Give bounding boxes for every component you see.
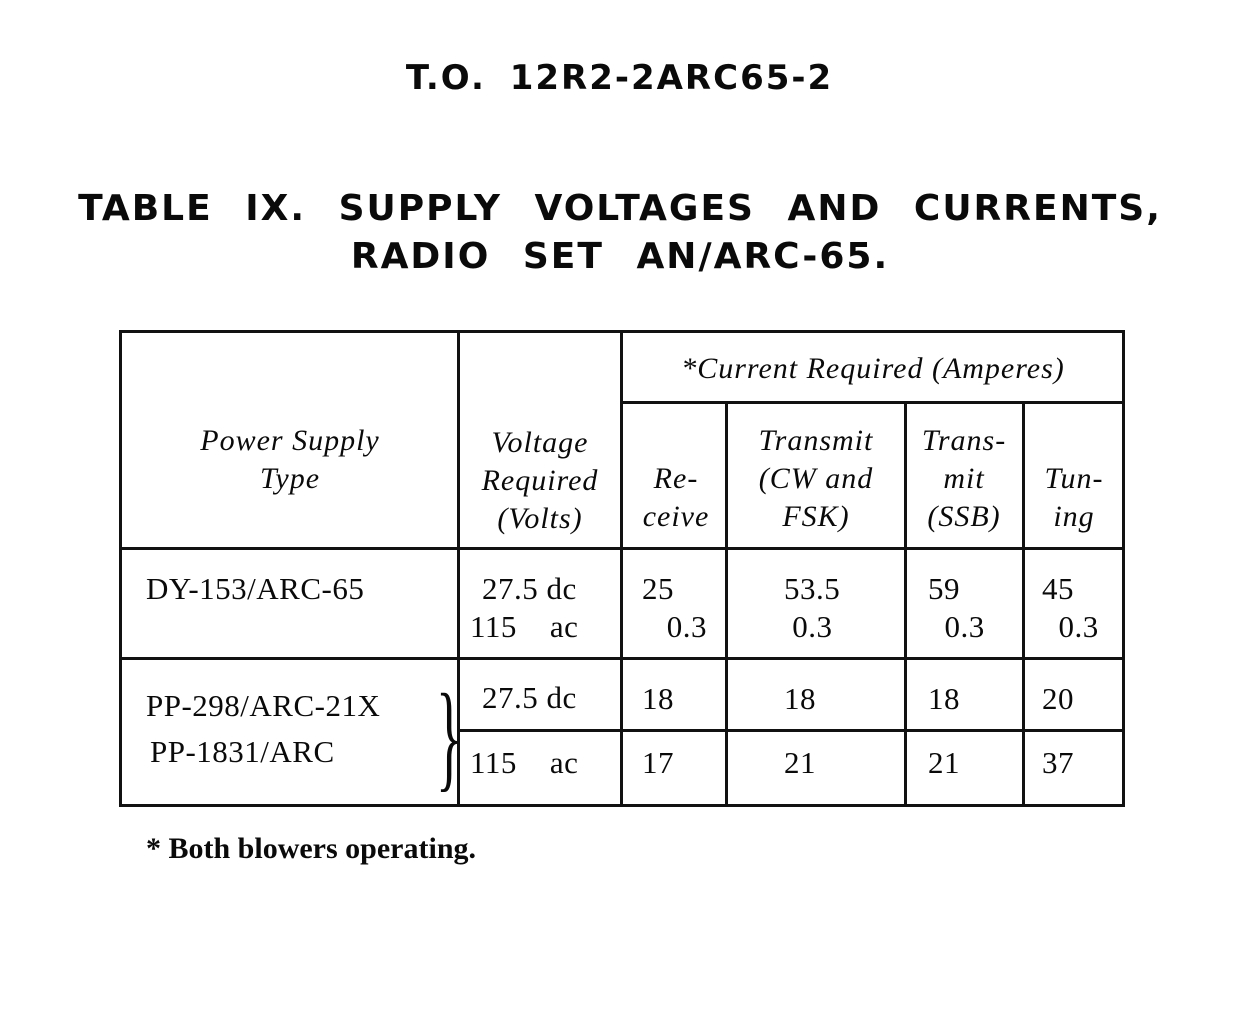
table-title-line-2: RADIO SET AN/ARC-65. — [350, 236, 890, 277]
row-2-receive: 18 — [642, 681, 674, 716]
row-3-voltage — [470, 744, 578, 782]
row-1-transmit-cw — [784, 570, 840, 646]
row-1-voltage — [470, 570, 578, 646]
header-voltage-required — [462, 424, 618, 538]
header-line: Re- — [653, 462, 699, 495]
table-title-line-1: TABLE IX. SUPPLY VOLTAGES AND CURRENTS, — [78, 188, 1162, 229]
cell-line: 0.3 — [784, 609, 833, 644]
header-line: (Volts) — [497, 502, 583, 535]
header-line: ing — [1053, 500, 1095, 533]
header-line: Tun- — [1044, 462, 1104, 495]
row-1-receive — [642, 570, 707, 646]
cell-line: 53.5 — [784, 571, 841, 606]
grouping-brace: } — [436, 669, 462, 802]
grid-vline — [725, 403, 728, 807]
grid-hline — [119, 547, 1125, 550]
header-line: FSK) — [782, 500, 850, 533]
cell-line: 25 — [642, 571, 674, 606]
grid-vline — [1022, 403, 1025, 807]
cell-line: 115 ac — [470, 745, 579, 780]
row-3-transmit-ssb: 21 — [928, 745, 960, 780]
header-line: Required — [481, 464, 599, 497]
header-tuning — [1026, 460, 1122, 536]
header-transmit-ssb — [908, 422, 1020, 536]
header-line: Transmit — [758, 424, 874, 457]
header-line: (SSB) — [927, 500, 1001, 533]
grid-hline — [119, 657, 1125, 660]
cell-line: 115 ac — [470, 609, 579, 644]
row-3-tuning: 37 — [1042, 745, 1074, 780]
row-2-transmit-cw: 18 — [784, 681, 816, 716]
row-3-transmit-cw: 21 — [784, 745, 816, 780]
header-line: Type — [259, 462, 321, 495]
row-3-type: PP-1831/ARC — [150, 734, 335, 769]
row-2-voltage: 27.5 dc — [482, 680, 577, 715]
row-1-transmit-ssb — [928, 570, 985, 646]
header-line: (CW and — [758, 462, 874, 495]
header-transmit-cw-fsk — [730, 422, 902, 536]
row-2-type: PP-298/ARC-21X — [146, 688, 381, 723]
header-line: Trans- — [921, 424, 1007, 457]
cell-line: 59 — [928, 571, 960, 606]
cell-line: 0.3 — [642, 609, 707, 644]
row-2-tuning: 20 — [1042, 681, 1074, 716]
header-current-required: *Current Required (Amperes) — [681, 352, 1065, 385]
header-receive — [628, 460, 724, 536]
row-3-receive: 17 — [642, 745, 674, 780]
header-line: ceive — [642, 500, 710, 533]
table-title — [60, 185, 1180, 281]
header-line: mit — [943, 462, 985, 495]
row-1-tuning — [1042, 570, 1099, 646]
footnote: * Both blowers operating. — [146, 832, 476, 865]
cell-line: 0.3 — [928, 609, 985, 644]
grid-hline — [620, 401, 1125, 404]
header-line: Voltage — [491, 426, 589, 459]
header-power-supply-type — [125, 422, 455, 498]
grid-vline — [904, 403, 907, 807]
row-1-type: DY-153/ARC-65 — [146, 571, 365, 606]
cell-line: 45 — [1042, 571, 1074, 606]
header-line: Power Supply — [200, 424, 380, 457]
cell-line: 27.5 dc — [482, 571, 577, 606]
grid-hline — [457, 729, 1125, 732]
row-2-transmit-ssb: 18 — [928, 681, 960, 716]
document-number: T.O. 12R2-2ARC65-2 — [405, 58, 834, 98]
cell-line: 0.3 — [1042, 609, 1099, 644]
